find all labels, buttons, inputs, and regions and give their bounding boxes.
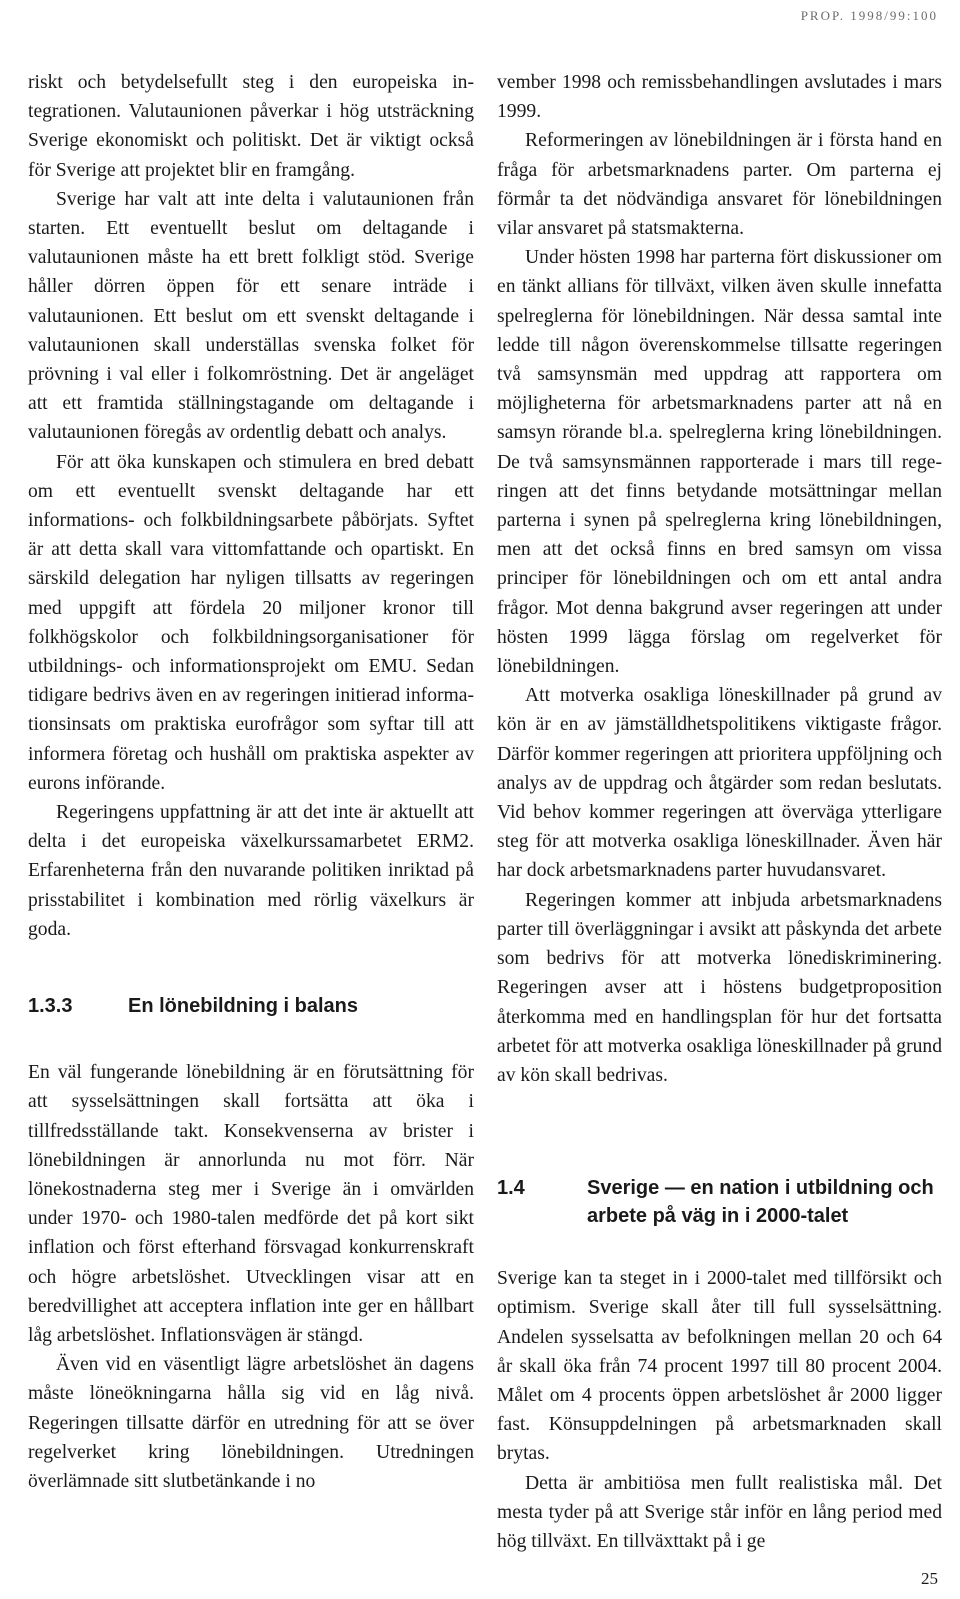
paragraph: Regeringens uppfattning är att det inte är aktuellt att delta i det europeiska växelkurssamarbetet ERM2. Erfarenheterna från den nuvarande politiken inriktad på prisstabilitet i kombination med rörlig växelkurs är goda. xyxy=(28,802,474,940)
paragraph: Sverige har valt att inte delta i valutaunionen från starten. Ett eventuellt beslut om deltagande i valutaunionen måste ha ett brett folkligt stöd. Sverige håller dörren öppen för ett senare inträde i valutaunionen. Ett beslut om ett svenskt deltagande i valutaunionen skall underställas svenska folket för prövning i val eller i folkomröstning. Det är angeläget att ett framtida ställningstagande om deltagande i valutaunionen föregås av ordentlig debatt och analys. xyxy=(28,188,474,444)
paragraph: Reformeringen av lönebildningen är i första hand en fråga för arbetsmarknadens parter. Om parterna ej förmår ta det nödvändiga ansvaret för lönebildningen vilar ansvaret på statsmakterna. xyxy=(497,130,942,240)
section-number: 1.3.3 xyxy=(28,995,73,1018)
paragraph: Under hösten 1998 har parterna fört diskussioner om en tänkt allians för tillväxt, vilken även skulle innefatta spelreglerna för lönebildningen. När dessa samtal inte ledde till någon överenskommelse tillsatte regeringen två samsynsmän med uppdrag att rapportera om möjligheterna för arbetsmarknadens parter att nå en samsyn rörande bl.a. spelreglerna kring lönebildningen. De två samsynsmännen rapporterade i mars till regeringen att det finns betydande motsättningar mellan parterna i synen på spelreglerna kring lönebildningen, men att det också finns en bred samsyn om vissa principer för lönebildningen och om ett antal andra frågor. Mot denna bakgrund avser regeringen att under hösten 1999 lägga förslag om regelverket för lönebildningen. xyxy=(497,247,942,678)
section-heading-1-3-3 xyxy=(28,992,474,1020)
section-title: En lönebildning i balans xyxy=(128,995,359,1018)
paragraph: Sverige kan ta steget in i 2000-talet med tillförsikt och optimism. Sverige skall åter till full sysselsättning. Andelen sysselsatta av befolkningen mellan 20 och 64 år skall öka från 74 procent 1997 till 80 procent 2004. Målet om 4 procents öppen arbetslöshet år 2000 ligger fast. Könsuppdelningen på arbetsmarknaden skall brytas. xyxy=(497,1268,942,1465)
paragraph: vember 1998 och remissbehandlingen avslutades i mars 1999. xyxy=(497,72,942,123)
paragraph: Att motverka osakliga löneskillnader på grund av kön är en av jämställdhetspolitikens viktigaste frågor. Därför kommer regeringen att prioritera uppföljning och analys av de uppdrag och åtgärder som redan beslutats. Vid behov kommer regeringen att överväga ytterligare steg för att motverka osakliga löneskillnader. Även här har dock arbetsmarknadens parter huvudansvaret. xyxy=(497,685,942,882)
section-number: 1.4 xyxy=(497,1177,525,1200)
running-header: PROP. 1998/99:100 xyxy=(800,8,938,23)
paragraph: Även vid en väsentligt lägre arbetslöshet än dagens måste löneökningarna hålla sig vid en låg nivå. Regeringen tillsatte därför en utredning för att se över regelverket kring lönebildningen. Utredningen överlämnade sitt slutbetänkande i no xyxy=(28,1354,474,1492)
right-column xyxy=(497,68,942,1556)
paragraph: Regeringen kommer att inbjuda arbetsmarknadens parter till överläggningar i avsikt att påskynda det arbete som bedrivs för att motverka lönediskriminering. Regeringen avser att i höstens budgetproposition återkomma med en handlingsplan för hur det fortsatta arbetet för att motverka osakliga löneskillnader på grund av kön skall bedrivas. xyxy=(497,889,942,1086)
paragraph: riskt och betydelsefullt steg i den europeiska integrationen. Valutaunionen påverkar i hög utsträckning Sverige ekonomiskt och politiskt. Det är viktigt också för Sverige att projektet blir en framgång. xyxy=(28,72,474,181)
left-column xyxy=(28,68,474,1496)
paragraph: För att öka kunskapen och stimulera en bred debatt om ett eventuellt svenskt deltagande har ett informations- och folkbildningsarbete påbörjats. Syftet är att detta skall vara vittomfattande och opartiskt. En särskild delegation har nyligen tillsatts av regeringen med uppgift att fördela 20 miljoner kronor till folkhögskolor och folkbildningsorganisationer för utbildnings- och informationsprojekt om EMU. Sedan tidigare bedrivs även en av regeringen initierad informationsinsats om praktiska eurofrågor som syftar till att informera företag och hushåll om praktiska aspekter av eurons införande. xyxy=(28,451,474,794)
paragraph: Detta är ambitiösa men fullt realistiska mål. Det mesta tyder på att Sverige står inför en lång period med hög tillväxt. En tillväxttakt på i ge xyxy=(497,1472,942,1552)
section-title: Sverige — en nation i utbildning och arbete på väg in i 2000-talet xyxy=(587,1177,934,1228)
paragraph: En väl fungerande lönebildning är en förutsättning för att sysselsättningen skall fortsätta att öka i tillfredsställande takt. Konsekvenserna av brister i lönebildningen är annorlunda nu mot förr. När lönekostnaderna steg mer i Sverige än i omvärlden under 1970- och 1980-talen medförde det på kort sikt inflation och först efterhand försvagad konkurrenskraft och högre arbetslöshet. Utvecklingen visar att en beredvillighet att acceptera inflation inte ger en hållbart låg arbetslöshet. Inflationsvägen är stängd. xyxy=(28,1062,474,1346)
section-heading-1-4 xyxy=(497,1174,942,1230)
page-number: 25 xyxy=(921,1569,938,1588)
